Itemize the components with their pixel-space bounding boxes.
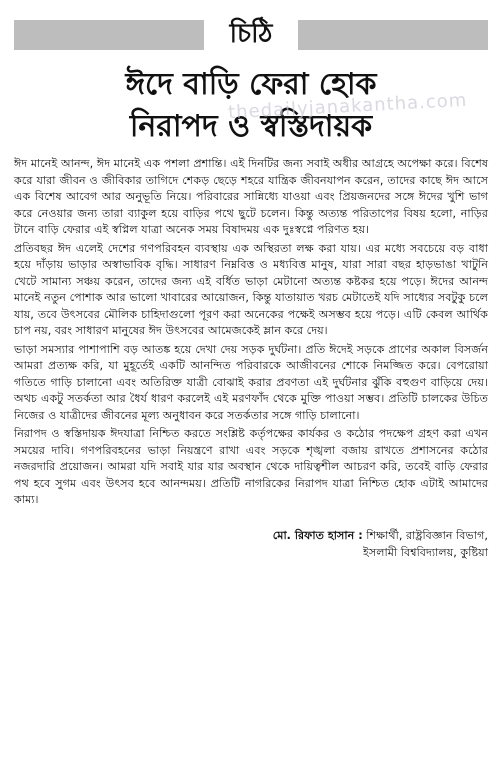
author-affiliation-2: ইসলামী বিশ্ববিদ্যালয়, কুষ্টিয়া [363, 545, 488, 559]
watermark: thedailyjanakantha.com [227, 89, 468, 124]
signature-line-1 [14, 527, 488, 544]
author-affiliation-1: শিক্ষার্থী, রাষ্ট্রবিজ্ঞান বিভাগ, [366, 528, 488, 542]
letter-body [14, 156, 488, 509]
body-paragraph-4: নিরাপদ ও স্বস্তিদায়ক ঈদযাত্রা নিশ্চিত করতে সংশ্লিষ্ট কর্তৃপক্ষের কার্যকর ও কঠোর পদক্ষেপ গ্রহণ করা এখন সময়ের দাবি। গণপরিবহনের ভাড়া নিয়ন্ত্রণে রাখা এবং সড়কে শৃঙ্খলা বজায় রাখতে প্রশাসনের কঠোর নজরদারি প্রয়োজন। আমরা যদি সবাই যার যার অবস্থান থেকে দায়িত্বশীল আচরণ করি, তবেই বাড়ি ফেরার পথ হবে সুগম এবং উৎসব হবে আনন্দময়। প্রতিটি নাগরিকের নিরাপদ যাত্রা নিশ্চিত হোক এটাই আমাদের কাম্য। [14, 427, 488, 506]
body-paragraph-2: প্রতিবছর ঈদ এলেই দেশের গণপরিবহন ব্যবস্থায় এক অস্থিরতা লক্ষ করা যায়। এর মধ্যে সবচেয়ে বড় বাধা হয়ে দাঁড়ায় ভাড়ার অস্বাভাবিক বৃদ্ধি। সাধারণ নিম্নবিত্ত ও মধ্যবিত্ত মানুষ, যারা সারা বছর হাড়ভাঙা খাটুনি খেটে সামান্য সঞ্চয় করেন, তাদের জন্য এই বর্ধিত ভাড়া মেটানো অত্যন্ত কষ্টকর হয়ে পড়ে। ঈদের আনন্দ মানেই নতুন পোশাক আর ভালো খাবারের আয়োজন, কিন্তু যাতায়াত খরচ মেটাতেই যদি সাধ্যের সবটুকু চলে যায়, তবে উৎসবের মৌলিক চাহিদাগুলো পূরণ করা অনেকের পক্ষেই অসম্ভব হয়ে পড়ে। এটি কেবল আর্থিক চাপ নয়, বরং সাধারণ মানুষের ঈদ উৎসবের আমেজকেই ম্লান করে দেয়। [14, 241, 488, 337]
section-header [14, 10, 488, 58]
header-band-right [298, 20, 488, 50]
header-band-left [14, 20, 204, 50]
signature-block [14, 527, 488, 561]
author-name: মো. রিফাত হাসান : [272, 528, 363, 542]
headline-line-1: ঈদে বাড়ি ফেরা হোক [125, 67, 377, 102]
body-paragraph-3: ভাড়া সমস্যার পাশাপাশি বড় আতঙ্ক হয়ে দেখা দেয় সড়ক দুর্ঘটনা। প্রতি ঈদেই সড়কে প্রাণের অকাল বিসর্জন আমরা প্রত্যক্ষ করি, যা মুহূর্তেই একটি আনন্দিত পরিবারকে আজীবনের শোকে নিমজ্জিত করে। বেপরোয়া গতিতে গাড়ি চালানো এবং অতিরিক্ত যাত্রী বোঝাই করার প্রবণতা এই দুর্ঘটনার ঝুঁকি বহুগুণ বাড়িয়ে দেয়। অথচ একটু সতর্কতা আর ধৈর্য ধারণ করলেই এই মরণফাঁদ থেকে মুক্তি পাওয়া সম্ভব। প্রতিটি চালকের উচিত নিজের ও যাত্রীদের জীবনের মূল্য অনুধাবন করে সতর্কতার সঙ্গে গাড়ি চালানো। [14, 342, 488, 422]
section-label: চিঠি [216, 10, 287, 58]
body-paragraph-1: ঈদ মানেই আনন্দ, ঈদ মানেই এক পশলা প্রশান্তি। এই দিনটির জন্য সবাই অধীর আগ্রহে অপেক্ষা করে। বিশেষ করে যারা জীবন ও জীবিকার তাগিদে শেকড় ছেড়ে শহরে যান্ত্রিক জীবনযাপন করেন, তাদের কাছে ঈদ আসে এক বিশেষ আবেগ আর অনুভূতি নিয়ে। পরিবারের সান্নিধ্যে যাওয়া এবং প্রিয়জনদের সঙ্গে ঈদের খুশি ভাগ করে নেওয়ার জন্য তারা ব্যাকুল হয়ে বাড়ির পথে ছুটে চলেন। কিন্তু অত্যন্ত পরিতাপের বিষয় হলো, নাড়ির টানে বাড়ি ফেরার এই স্বপ্নিল যাত্রা অনেক সময় বিষাদময় এক দুঃস্বপ্নে পরিণত হয়। [14, 157, 488, 236]
headline-line-2: নিরাপদ ও স্বস্তিদায়ক [129, 109, 373, 144]
